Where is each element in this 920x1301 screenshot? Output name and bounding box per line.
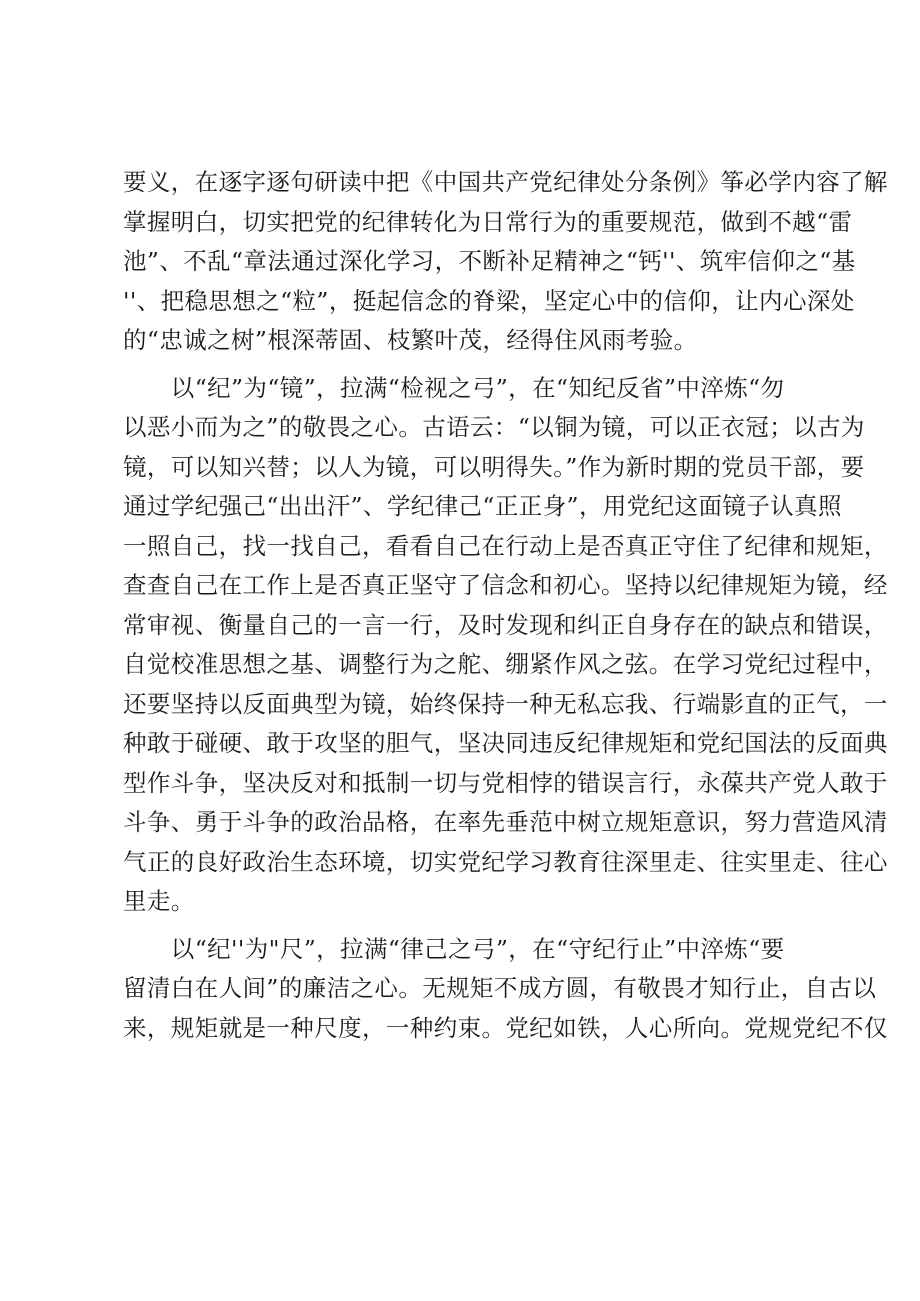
text-line: 斗争、勇于斗争的政治品格，在率先垂范中树立规矩意识，努力营造风清 — [123, 808, 888, 836]
paragraph-3 — [123, 930, 888, 1049]
paragraph-2 — [123, 369, 888, 922]
text-line: 里走。 — [123, 887, 195, 915]
text-line: 来，规矩就是一种尺度，一种约束。党纪如铁，人心所向。党规党纪不仅 — [123, 1013, 888, 1042]
text-line: 一照自己，找一找自己，看看自己在行动上是否真正守住了纪律和规矩， — [123, 531, 888, 560]
text-line: 以恶小而为之”的敬畏之心。古语云：“以铜为镜，可以正衣冠；以古为 — [123, 413, 865, 441]
paragraph-gap — [123, 361, 813, 369]
text-line: 以“纪''为"尺”，拉满“律己之弓”，在“守纪行止”中淬炼“要 — [123, 934, 785, 963]
text-line: 自觉校准思想之基、调整行为之舵、绷紧作风之弦。在学习党纪过程中， — [123, 650, 888, 678]
text-line: 气正的良好政治生态环境，切实党纪学习教育往深里走、往实里走、往心 — [123, 847, 888, 876]
text-line: 池”、不乱“章法通过深化学习，不断补足精神之“钙''、筑牢信仰之“基 — [123, 247, 856, 275]
text-line: 通过学纪强己“出出汗”、学纪律己“正正身”，用党纪这面镜子认真照 — [123, 492, 842, 520]
text-line: ''、把稳思想之“粒”，挺起信念的脊梁，坚定心中的信仰，让内心深处 — [123, 286, 855, 315]
text-line: 以“纪”为“镜”，拉满“检视之弓”，在“知纪反省”中淬炼“勿 — [123, 373, 785, 402]
text-line: 掌握明白，切实把党的纪律转化为日常行为的重要规范，做到不越“雷 — [123, 207, 853, 236]
text-line: 种敢于碰硬、敢于攻坚的胆气，坚决同违反纪律规矩和党纪国法的反面典 — [123, 729, 888, 757]
text-line: 还要坚持以反面典型为镜，始终保持一种无私忘我、行端影直的正气，一 — [123, 689, 888, 718]
text-line: 镜，可以知兴替；以人为镜，可以明得失。”作为新时期的党员干部，要 — [123, 452, 865, 481]
text-line: 查查自己在工作上是否真正坚守了信念和初心。坚持以纪律规矩为镜，经 — [123, 571, 888, 599]
text-line: 留清白在人间”的廉洁之心。无规矩不成方圆，有敬畏才知行止，自古以 — [123, 974, 877, 1002]
text-line: 型作斗争，坚决反对和抵制一切与党相悖的错误言行，永葆共产党人敢于 — [123, 768, 888, 797]
body-text — [123, 163, 888, 1048]
text-line: 要义，在逐字逐句研读中把《中国共产党纪律处分条例》筝必学内容了解 — [123, 168, 888, 196]
paragraph-gap — [123, 922, 813, 930]
paragraph-1 — [123, 163, 888, 361]
text-line: 的“忠诚之树”根深蒂固、枝繁叶茂，经得住风雨考验。 — [123, 326, 698, 354]
text-line: 常审视、衡量自己的一言一行，及时发现和纠正自身存在的缺点和错误， — [123, 610, 888, 639]
